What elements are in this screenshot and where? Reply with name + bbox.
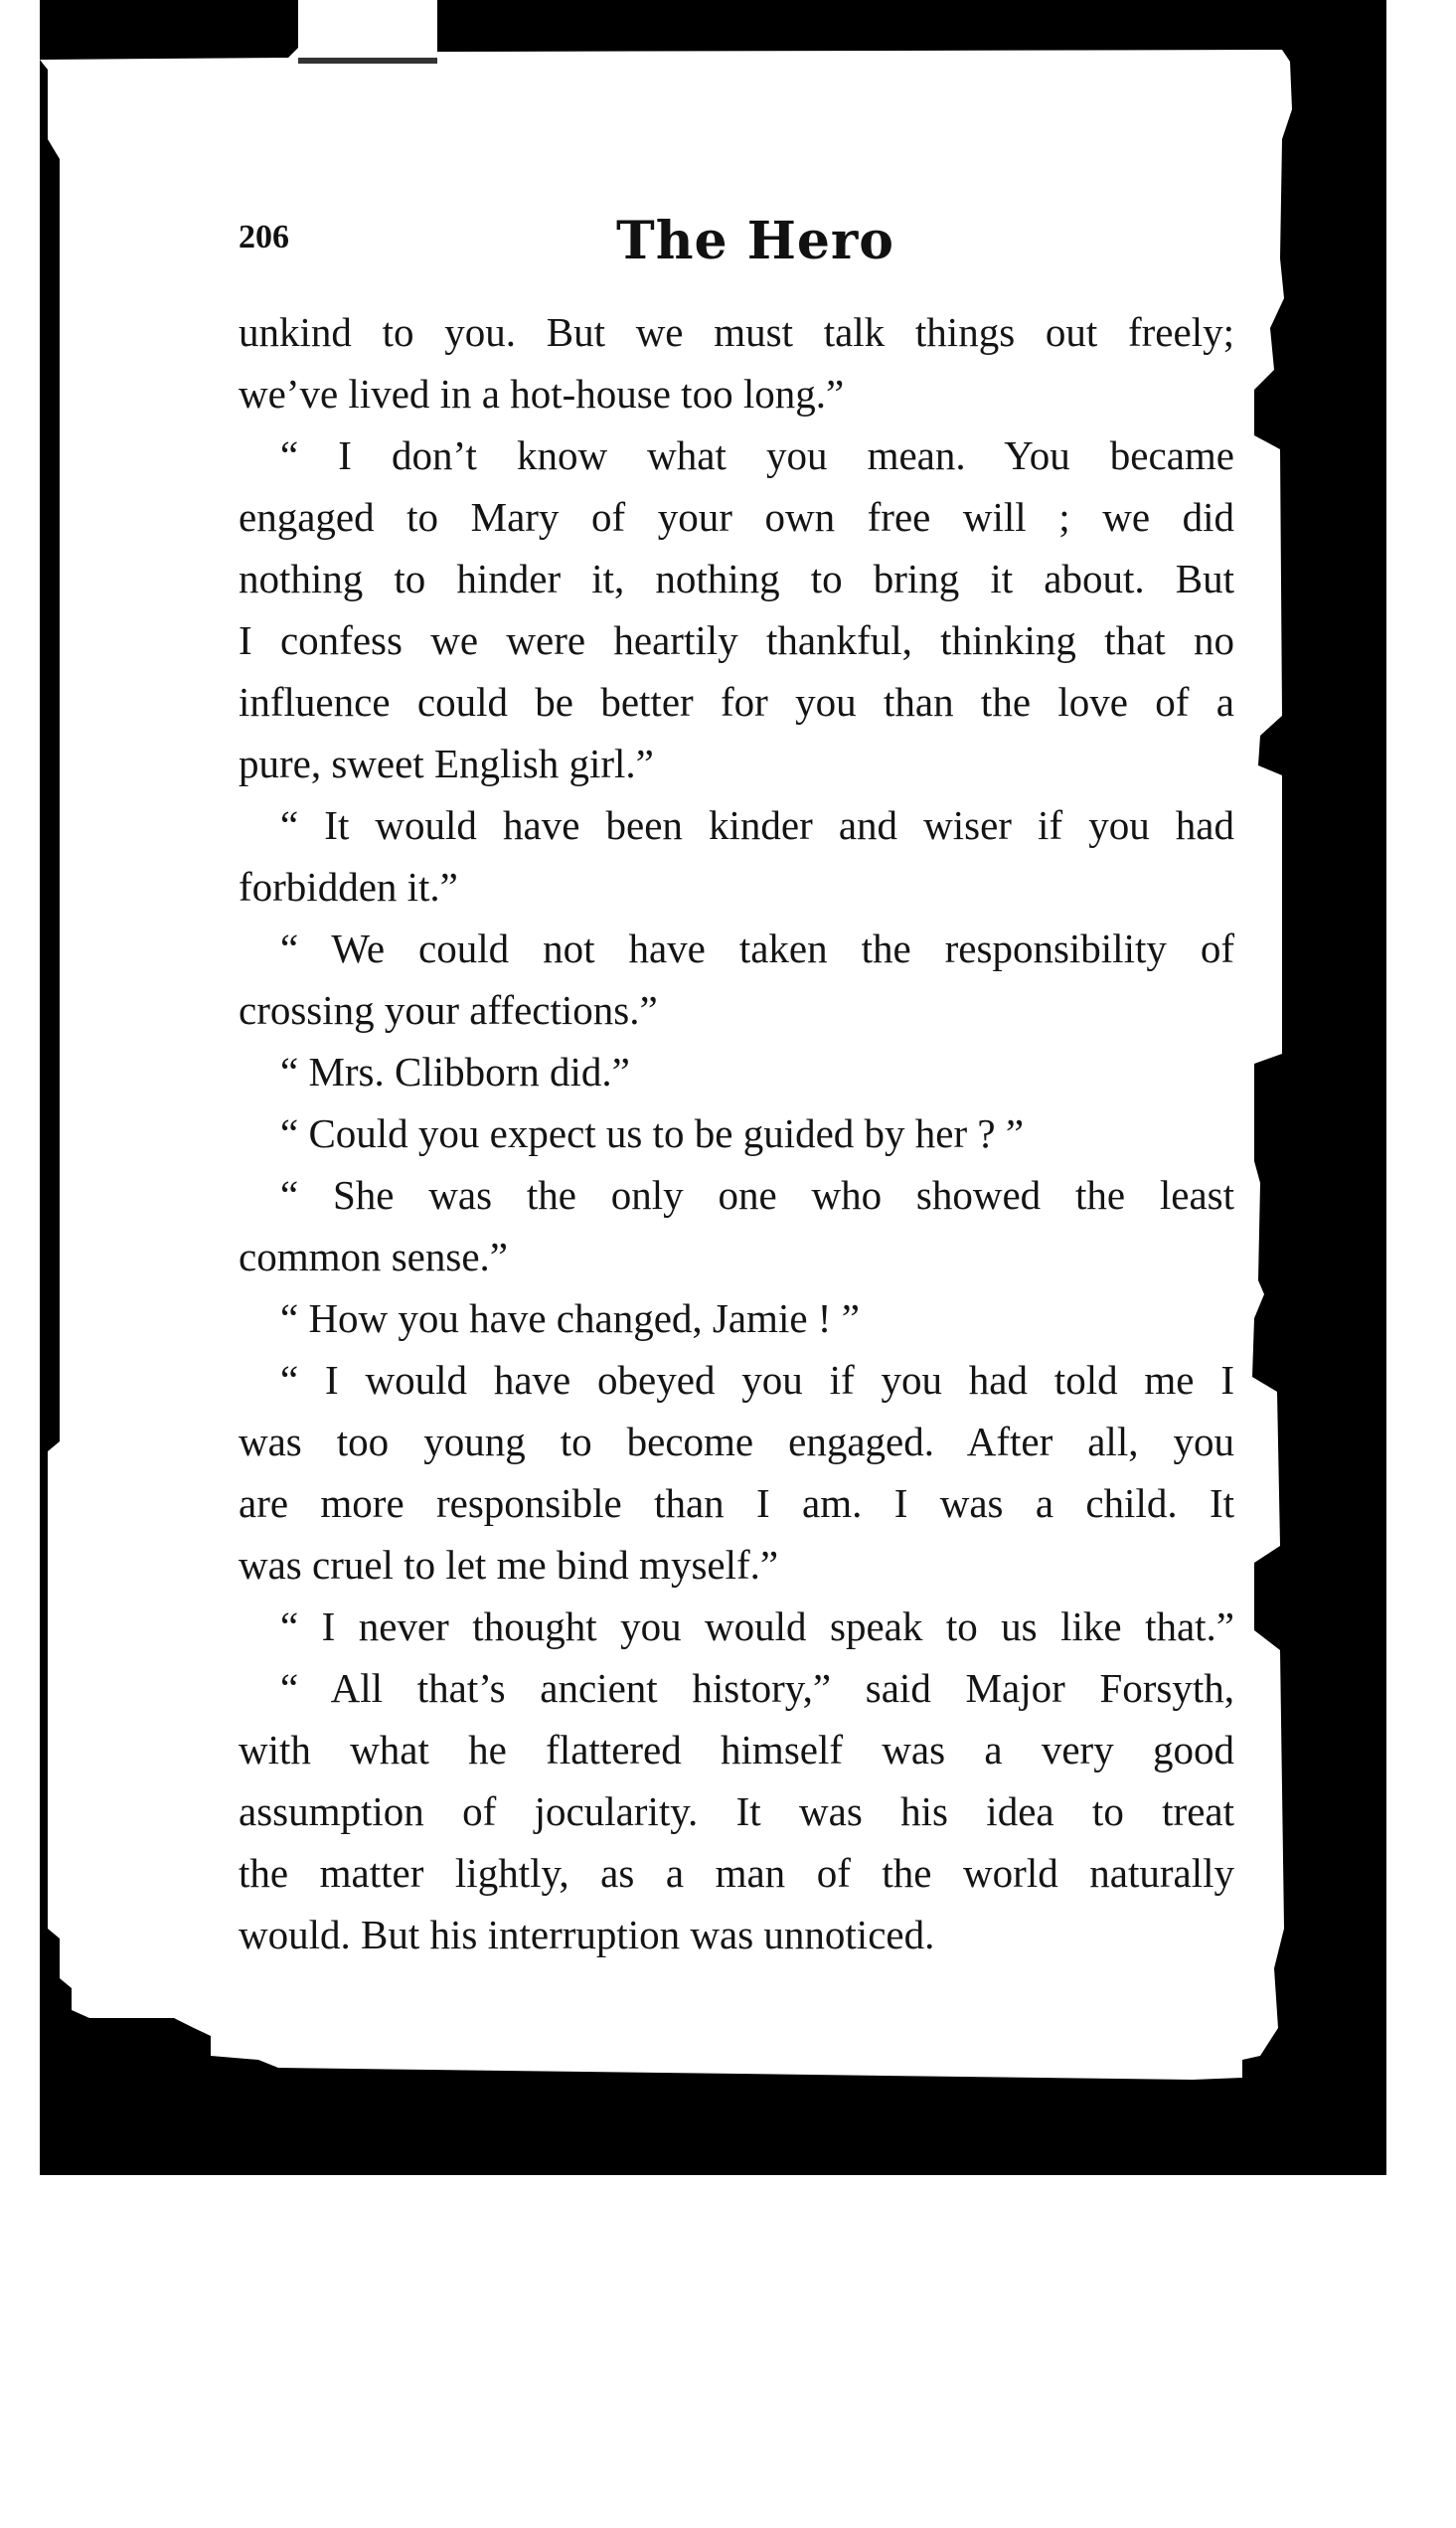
text-line: “ She was the only one who showed the least xyxy=(280,1172,1234,1218)
text-line: “ We could not have taken the responsibility of xyxy=(280,926,1234,971)
text-line: “ It would have been kinder and wiser if you had xyxy=(280,802,1234,848)
page-number: 206 xyxy=(239,219,289,255)
text-line: “ I would have obeyed you if you had told me I xyxy=(280,1357,1234,1403)
top-notch xyxy=(298,0,437,58)
running-head: The Hero xyxy=(616,211,894,271)
text-line: are more responsible than I am. I was a child. It xyxy=(239,1480,1234,1526)
text-line: nothing to hinder it, nothing to bring it about. But xyxy=(239,556,1234,601)
text-line: influence could be better for you than the love of a xyxy=(239,679,1234,725)
text-line: was too young to become engaged. After all, you xyxy=(239,1419,1234,1464)
text-line: engaged to Mary of your own free will ; we did xyxy=(239,494,1234,540)
text-line: “ Mrs. Clibborn did.” xyxy=(280,1049,630,1095)
text-line: I confess we were heartily thankful, thinking that no xyxy=(239,617,1234,663)
text-line: unkind to you. But we must talk things out freely; xyxy=(239,309,1234,355)
text-line: was cruel to let me bind myself.” xyxy=(239,1542,779,1588)
text-line: we’ve lived in a hot-house too long.” xyxy=(239,371,845,417)
text-line: “ All that’s ancient history,” said Major Forsyth, xyxy=(280,1665,1234,1711)
text-line: “ Could you expect us to be guided by her ? ” xyxy=(280,1110,1025,1156)
text-line: would. But his interruption was unnoticed. xyxy=(239,1912,935,1957)
text-line: assumption of jocularity. It was his idea to treat xyxy=(239,1788,1234,1834)
text-line: pure, sweet English girl.” xyxy=(239,741,654,786)
text-line: with what he flattered himself was a very good xyxy=(239,1727,1234,1772)
text-line: the matter lightly, as a man of the world naturally xyxy=(239,1850,1234,1896)
text-line: common sense.” xyxy=(239,1234,508,1279)
text-line: forbidden it.” xyxy=(239,864,458,910)
text-line: “ I don’t know what you mean. You became xyxy=(280,432,1234,478)
text-line: “ I never thought you would speak to us like that.” xyxy=(280,1603,1234,1649)
text-line: “ How you have changed, Jamie ! ” xyxy=(280,1295,860,1341)
text-line: crossing your affections.” xyxy=(239,987,658,1033)
